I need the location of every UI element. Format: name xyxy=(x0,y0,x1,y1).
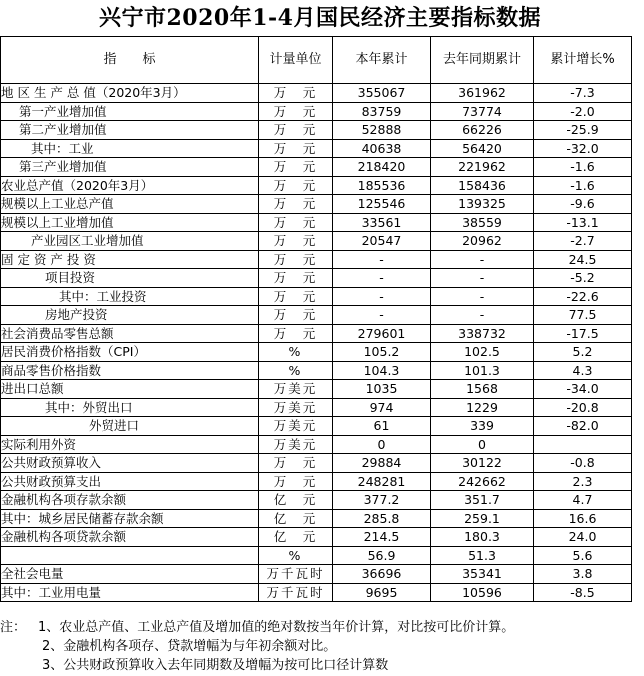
row-current-cell: - xyxy=(333,306,431,325)
table-row xyxy=(1,213,632,232)
row-unit-cell: 万 元 xyxy=(259,102,333,121)
table-row xyxy=(1,343,632,362)
row-unit-cell: 万 元 xyxy=(259,195,333,214)
row-unit-cell: 万美元 xyxy=(259,380,333,399)
row-current-cell: 52888 xyxy=(333,121,431,140)
row-unit-cell: 万 元 xyxy=(259,213,333,232)
row-growth-cell: 2.3 xyxy=(534,472,632,491)
row-previous-cell: 259.1 xyxy=(431,509,534,528)
row-current-cell: 248281 xyxy=(333,472,431,491)
note-line-2 xyxy=(0,637,640,656)
row-previous-cell: 1229 xyxy=(431,398,534,417)
row-previous-cell: 361962 xyxy=(431,84,534,103)
row-name-cell: 固 定 资 产 投 资 xyxy=(1,250,259,269)
row-previous-cell: 56420 xyxy=(431,139,534,158)
row-growth-cell: -2.7 xyxy=(534,232,632,251)
note-item: 1、农业总产值、工业总产值及增加值的绝对数按当年价计算，对比按可比价计算。 xyxy=(38,620,515,635)
row-current-cell: 185536 xyxy=(333,176,431,195)
row-unit-cell: 万美元 xyxy=(259,398,333,417)
row-name-cell: 实际利用外资 xyxy=(1,435,259,454)
row-unit-cell: 万 元 xyxy=(259,158,333,177)
row-growth-cell: -25.9 xyxy=(534,121,632,140)
header-growth: 累计增长% xyxy=(534,37,632,84)
note-item: 3、公共财政预算收入去年同期数及增幅为按可比口径计算数 xyxy=(42,658,389,673)
page-title: 兴宁市2020年1-4月国民经济主要指标数据 xyxy=(99,5,541,31)
row-unit-cell: 万 元 xyxy=(259,472,333,491)
row-current-cell: - xyxy=(333,250,431,269)
row-previous-cell: 51.3 xyxy=(431,546,534,565)
row-current-cell: 61 xyxy=(333,417,431,436)
row-unit-cell: 万 元 xyxy=(259,324,333,343)
row-unit-cell: % xyxy=(259,343,333,362)
row-current-cell: 40638 xyxy=(333,139,431,158)
row-previous-cell: 0 xyxy=(431,435,534,454)
row-name-cell: 商品零售价格指数 xyxy=(1,361,259,380)
row-current-cell: 83759 xyxy=(333,102,431,121)
row-current-cell: - xyxy=(333,269,431,288)
row-name-cell: 农业总产值（2020年3月） xyxy=(1,176,259,195)
row-current-cell: - xyxy=(333,287,431,306)
row-previous-cell: 339 xyxy=(431,417,534,436)
table-header-row xyxy=(1,37,632,84)
table-row xyxy=(1,102,632,121)
table-row xyxy=(1,565,632,584)
row-growth-cell: 4.7 xyxy=(534,491,632,510)
row-growth-cell: -1.6 xyxy=(534,176,632,195)
row-previous-cell: - xyxy=(431,269,534,288)
row-current-cell: 1035 xyxy=(333,380,431,399)
table-row xyxy=(1,232,632,251)
row-unit-cell: 万 元 xyxy=(259,232,333,251)
table-row xyxy=(1,84,632,103)
row-name-cell: 金融机构各项存款余额 xyxy=(1,491,259,510)
notes xyxy=(0,618,640,675)
row-name-cell: 产业园区工业增加值 xyxy=(1,232,259,251)
header-previous: 去年同期累计 xyxy=(431,37,534,84)
row-previous-cell: 38559 xyxy=(431,213,534,232)
row-growth-cell: -82.0 xyxy=(534,417,632,436)
row-name-cell: 其中：外贸出口 xyxy=(1,398,259,417)
row-current-cell: 56.9 xyxy=(333,546,431,565)
row-growth-cell: -1.6 xyxy=(534,158,632,177)
row-current-cell: 125546 xyxy=(333,195,431,214)
table-row xyxy=(1,306,632,325)
row-growth-cell: -7.3 xyxy=(534,84,632,103)
row-previous-cell: 73774 xyxy=(431,102,534,121)
row-previous-cell: - xyxy=(431,287,534,306)
row-unit-cell: % xyxy=(259,361,333,380)
row-name-cell: 其中：工业 xyxy=(1,139,259,158)
table-row xyxy=(1,269,632,288)
row-name-cell: 项目投资 xyxy=(1,269,259,288)
row-name-cell: 公共财政预算支出 xyxy=(1,472,259,491)
row-previous-cell: 20962 xyxy=(431,232,534,251)
row-previous-cell: 158436 xyxy=(431,176,534,195)
note-item: 2、金融机构各项存、贷款增幅为与年初余额对比。 xyxy=(42,639,337,654)
row-name-cell: 第二产业增加值 xyxy=(1,121,259,140)
row-growth-cell: -0.8 xyxy=(534,454,632,473)
row-growth-cell: -5.2 xyxy=(534,269,632,288)
table-row xyxy=(1,398,632,417)
table-row xyxy=(1,435,632,454)
row-growth-cell: 77.5 xyxy=(534,306,632,325)
row-name-cell: 第一产业增加值 xyxy=(1,102,259,121)
row-name-cell: 其中：城乡居民储蓄存款余额 xyxy=(1,509,259,528)
table-row xyxy=(1,472,632,491)
table-row xyxy=(1,195,632,214)
table-row xyxy=(1,361,632,380)
row-name-cell: 规模以上工业总产值 xyxy=(1,195,259,214)
row-previous-cell: - xyxy=(431,250,534,269)
row-current-cell: 36696 xyxy=(333,565,431,584)
row-growth-cell: 5.2 xyxy=(534,343,632,362)
row-name-cell: 其中：工业用电量 xyxy=(1,583,259,602)
row-previous-cell: 102.5 xyxy=(431,343,534,362)
row-unit-cell: 万 元 xyxy=(259,250,333,269)
row-unit-cell: 万千瓦时 xyxy=(259,565,333,584)
row-current-cell: 974 xyxy=(333,398,431,417)
row-growth-cell: -2.0 xyxy=(534,102,632,121)
row-growth-cell: -34.0 xyxy=(534,380,632,399)
table-row xyxy=(1,287,632,306)
row-name-cell: 规模以上工业增加值 xyxy=(1,213,259,232)
row-previous-cell: 101.3 xyxy=(431,361,534,380)
row-previous-cell: 10596 xyxy=(431,583,534,602)
row-current-cell: 105.2 xyxy=(333,343,431,362)
row-name-cell: 外贸进口 xyxy=(1,417,259,436)
note-line-1 xyxy=(0,618,640,637)
row-current-cell: 285.8 xyxy=(333,509,431,528)
row-name-cell: 地 区 生 产 总 值（2020年3月） xyxy=(1,84,259,103)
row-previous-cell: 242662 xyxy=(431,472,534,491)
row-growth-cell: 24.5 xyxy=(534,250,632,269)
table-row xyxy=(1,583,632,602)
row-growth-cell: -20.8 xyxy=(534,398,632,417)
row-unit-cell: 亿 元 xyxy=(259,528,333,547)
row-previous-cell: 351.7 xyxy=(431,491,534,510)
row-previous-cell: 30122 xyxy=(431,454,534,473)
row-name-cell: 居民消费价格指数（CPI） xyxy=(1,343,259,362)
row-previous-cell: 338732 xyxy=(431,324,534,343)
row-unit-cell: 万 元 xyxy=(259,454,333,473)
row-growth-cell: -22.6 xyxy=(534,287,632,306)
row-previous-cell: 139325 xyxy=(431,195,534,214)
row-current-cell: 218420 xyxy=(333,158,431,177)
table-body xyxy=(1,84,632,602)
row-current-cell: 355067 xyxy=(333,84,431,103)
table-row xyxy=(1,121,632,140)
table-row xyxy=(1,380,632,399)
note-prefix: 注： xyxy=(0,620,27,635)
row-growth-cell: -17.5 xyxy=(534,324,632,343)
row-unit-cell: 万 元 xyxy=(259,287,333,306)
row-unit-cell: 万 元 xyxy=(259,84,333,103)
row-previous-cell: 1568 xyxy=(431,380,534,399)
row-name-cell: 房地产投资 xyxy=(1,306,259,325)
row-current-cell: 279601 xyxy=(333,324,431,343)
row-unit-cell: 万 元 xyxy=(259,139,333,158)
header-indicator: 指 标 xyxy=(1,37,259,84)
row-current-cell: 377.2 xyxy=(333,491,431,510)
table-row xyxy=(1,546,632,565)
row-growth-cell: 24.0 xyxy=(534,528,632,547)
row-growth-cell: -32.0 xyxy=(534,139,632,158)
row-current-cell: 33561 xyxy=(333,213,431,232)
row-current-cell: 29884 xyxy=(333,454,431,473)
table-row xyxy=(1,139,632,158)
row-current-cell: 20547 xyxy=(333,232,431,251)
row-growth-cell: 3.8 xyxy=(534,565,632,584)
row-name-cell: 金融机构各项贷款余额 xyxy=(1,528,259,547)
row-growth-cell: 16.6 xyxy=(534,509,632,528)
row-unit-cell: 万 元 xyxy=(259,121,333,140)
row-growth-cell: -9.6 xyxy=(534,195,632,214)
row-previous-cell: 35341 xyxy=(431,565,534,584)
table-row xyxy=(1,250,632,269)
row-current-cell: 214.5 xyxy=(333,528,431,547)
row-unit-cell: % xyxy=(259,546,333,565)
row-previous-cell: 180.3 xyxy=(431,528,534,547)
row-unit-cell: 万 元 xyxy=(259,176,333,195)
table-row xyxy=(1,509,632,528)
row-unit-cell: 万美元 xyxy=(259,435,333,454)
row-previous-cell: 66226 xyxy=(431,121,534,140)
row-name-cell: 全社会电量 xyxy=(1,565,259,584)
table-row xyxy=(1,324,632,343)
row-unit-cell: 亿 元 xyxy=(259,509,333,528)
header-current: 本年累计 xyxy=(333,37,431,84)
row-current-cell: 0 xyxy=(333,435,431,454)
table-row xyxy=(1,528,632,547)
row-current-cell: 9695 xyxy=(333,583,431,602)
row-unit-cell: 亿 元 xyxy=(259,491,333,510)
row-name-cell: 社会消费品零售总额 xyxy=(1,324,259,343)
table-row xyxy=(1,176,632,195)
row-name-cell: 进出口总额 xyxy=(1,380,259,399)
row-name-cell: 其中：工业投资 xyxy=(1,287,259,306)
indicator-table xyxy=(0,36,632,602)
row-name-cell xyxy=(1,546,259,565)
row-growth-cell xyxy=(534,435,632,454)
table-row xyxy=(1,158,632,177)
row-unit-cell: 万 元 xyxy=(259,306,333,325)
row-growth-cell: -8.5 xyxy=(534,583,632,602)
table-row xyxy=(1,417,632,436)
row-current-cell: 104.3 xyxy=(333,361,431,380)
row-unit-cell: 万美元 xyxy=(259,417,333,436)
row-growth-cell: -13.1 xyxy=(534,213,632,232)
note-line-3 xyxy=(0,656,640,675)
table-row xyxy=(1,454,632,473)
row-unit-cell: 万 元 xyxy=(259,269,333,288)
row-name-cell: 公共财政预算收入 xyxy=(1,454,259,473)
row-unit-cell: 万千瓦时 xyxy=(259,583,333,602)
header-unit: 计量单位 xyxy=(259,37,333,84)
row-previous-cell: - xyxy=(431,306,534,325)
table-row xyxy=(1,491,632,510)
row-previous-cell: 221962 xyxy=(431,158,534,177)
row-growth-cell: 5.6 xyxy=(534,546,632,565)
row-name-cell: 第三产业增加值 xyxy=(1,158,259,177)
row-growth-cell: 4.3 xyxy=(534,361,632,380)
